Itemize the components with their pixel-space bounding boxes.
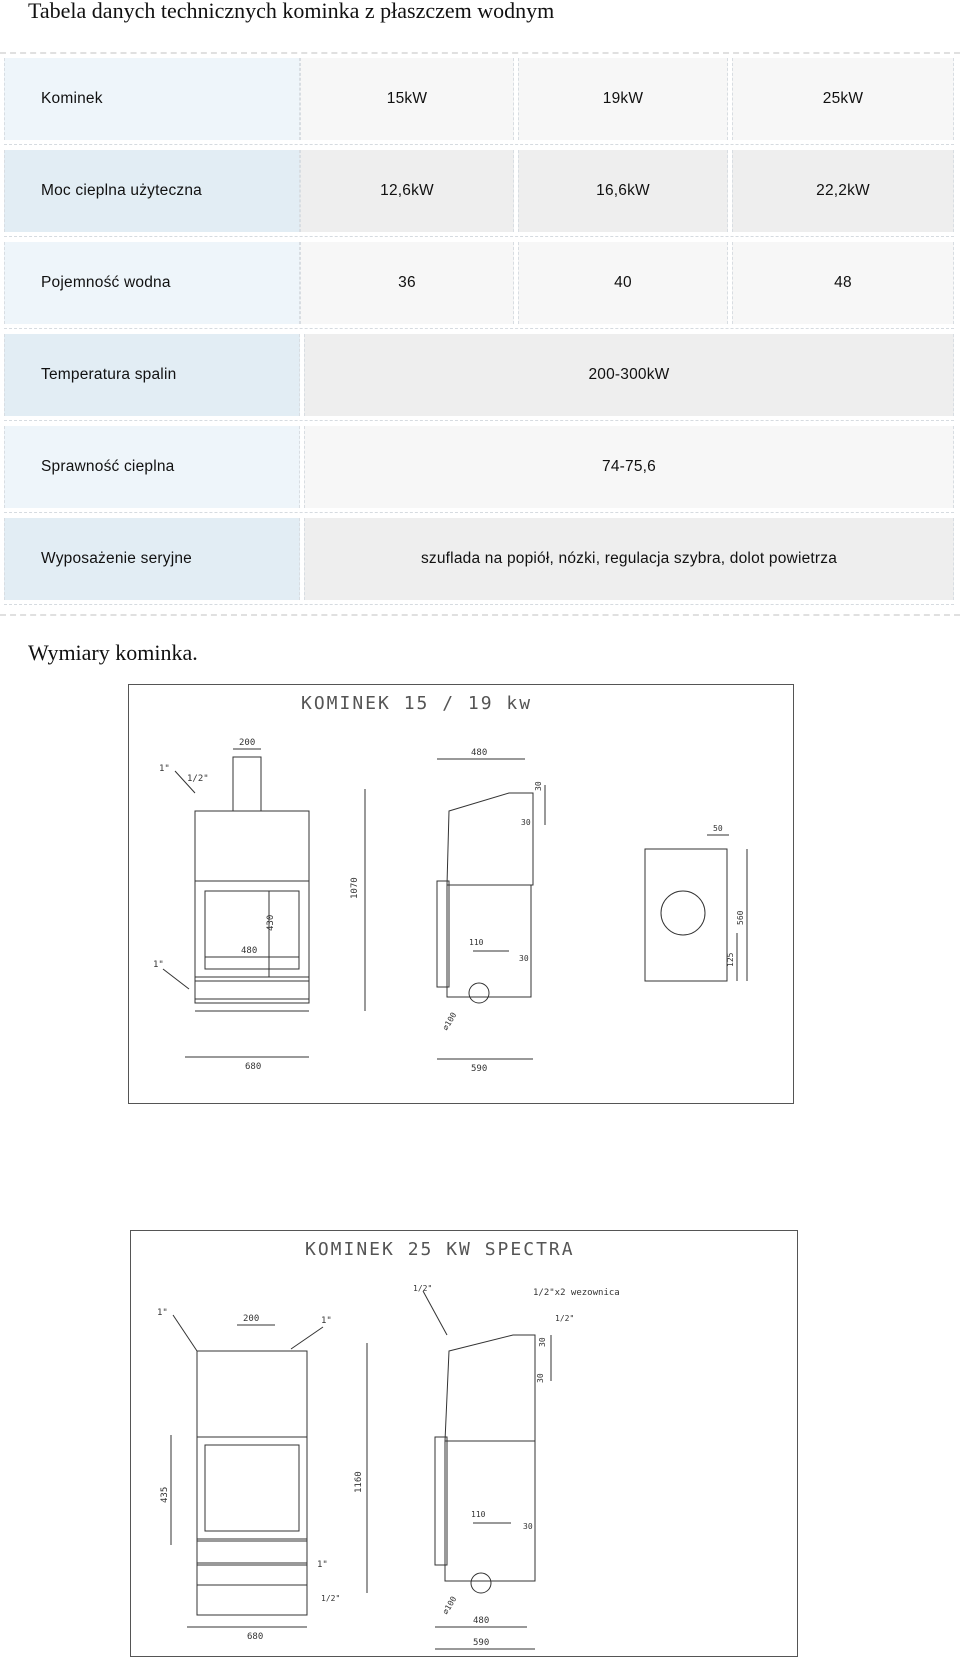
spec-row-wyposazenie <box>4 514 954 604</box>
drawing-title: KOMINEK 25 KW SPECTRA <box>305 1239 575 1260</box>
dim-label: 680 <box>245 1062 262 1072</box>
side-view-lower <box>447 885 531 997</box>
front-view-body <box>195 811 309 999</box>
dim-label: 1/2" <box>321 1594 341 1603</box>
dim-label: 30 <box>534 781 543 791</box>
ash-drawer <box>195 981 309 1003</box>
leader-line <box>163 969 189 989</box>
spec-row-moc <box>4 146 954 236</box>
dim-label: 590 <box>473 1638 490 1648</box>
flue-outlet <box>233 757 261 811</box>
dim-label: 30 <box>523 1522 533 1531</box>
drawing-25-svg <box>131 1231 797 1656</box>
dim-label: 30 <box>519 954 529 963</box>
dim-label: 30 <box>538 1337 547 1347</box>
dim-label: 1/2" <box>555 1314 575 1323</box>
side-view-upper <box>445 1335 535 1441</box>
spec-label: Sprawność cieplna <box>4 426 300 508</box>
dim-label: 560 <box>736 910 745 925</box>
dim-label: 680 <box>247 1632 264 1642</box>
drawing-15-19-svg <box>129 685 793 1103</box>
spec-label: Kominek <box>4 58 300 140</box>
dim-label: 590 <box>471 1064 488 1074</box>
front-door-frame <box>195 881 309 977</box>
section-title: Wymiary kominka. <box>28 640 198 665</box>
spec-label: Pojemność wodna <box>4 242 300 324</box>
dim-label: 125 <box>726 952 735 967</box>
spec-value: 48 <box>732 242 954 324</box>
dim-label: 1" <box>159 764 170 774</box>
technical-drawing-25 <box>130 1230 798 1657</box>
dim-label: 110 <box>469 938 484 947</box>
dim-label: 1" <box>321 1316 332 1326</box>
spec-label: Temperatura spalin <box>4 334 300 416</box>
page-heading: Tabela danych technicznych kominka z płaszczem wodnym <box>28 0 555 23</box>
front-view-body <box>197 1351 307 1615</box>
leader-line <box>291 1327 323 1349</box>
ash-drawer <box>197 1541 307 1563</box>
spec-value: 12,6kW <box>300 150 514 232</box>
leader-line <box>173 1315 197 1351</box>
leader-line <box>423 1291 447 1335</box>
spec-value: 200-300kW <box>304 334 954 416</box>
dim-label: 480 <box>473 1616 490 1626</box>
dim-label: 30 <box>521 818 531 827</box>
spec-row-kominek <box>4 54 954 144</box>
front-door-frame <box>197 1437 307 1539</box>
spec-value: 19kW <box>518 58 728 140</box>
technical-drawing-15-19 <box>128 684 794 1104</box>
dim-label: 200 <box>243 1314 260 1324</box>
dim-label: 1160 <box>354 1471 364 1493</box>
spec-value: 40 <box>518 242 728 324</box>
dim-label: 1" <box>153 960 164 970</box>
spec-value: szuflada na popiół, nózki, regulacja szybra, dolot powietrza <box>304 518 954 600</box>
dim-label: 430 <box>266 914 276 931</box>
dim-label: 1" <box>317 1560 328 1570</box>
top-view-body <box>645 849 727 981</box>
dim-label: 110 <box>471 1510 486 1519</box>
air-inlet-circle <box>471 1573 491 1593</box>
dim-label: 1" <box>157 1308 168 1318</box>
dim-label: 1070 <box>350 877 360 899</box>
spec-value: 22,2kW <box>732 150 954 232</box>
air-inlet-circle <box>469 983 489 1003</box>
spec-value: 15kW <box>300 58 514 140</box>
dim-label: 200 <box>239 738 256 748</box>
top-view-flue <box>661 891 705 935</box>
spec-value: 74-75,6 <box>304 426 954 508</box>
spec-table <box>0 52 960 616</box>
spec-row-pojemnosc <box>4 238 954 328</box>
side-view-upper <box>447 793 533 885</box>
dim-label: 480 <box>471 748 488 758</box>
ash-drawer-lower <box>197 1565 307 1585</box>
dim-label: 1/2"x2 wezownica <box>533 1288 620 1298</box>
dim-label: 1/2" <box>187 774 209 784</box>
dim-label: 50 <box>713 824 723 833</box>
spec-row-sprawnosc <box>4 422 954 512</box>
dim-label: 435 <box>160 1486 170 1503</box>
spec-value: 25kW <box>732 58 954 140</box>
dim-label: ⌀100 <box>440 1010 459 1032</box>
spec-label: Wyposażenie seryjne <box>4 518 300 600</box>
side-view-lower <box>445 1441 535 1581</box>
drawing-title: KOMINEK 15 / 19 kw <box>301 693 533 714</box>
dim-label: 480 <box>241 946 258 956</box>
dim-label: 30 <box>536 1373 545 1383</box>
dim-label: ⌀100 <box>440 1594 459 1616</box>
spec-label: Moc cieplna użyteczna <box>4 150 300 232</box>
spec-row-temperatura <box>4 330 954 420</box>
glass-panel <box>205 1445 299 1531</box>
spec-value: 16,6kW <box>518 150 728 232</box>
dim-label: 1/2" <box>413 1284 433 1293</box>
spec-value: 36 <box>300 242 514 324</box>
